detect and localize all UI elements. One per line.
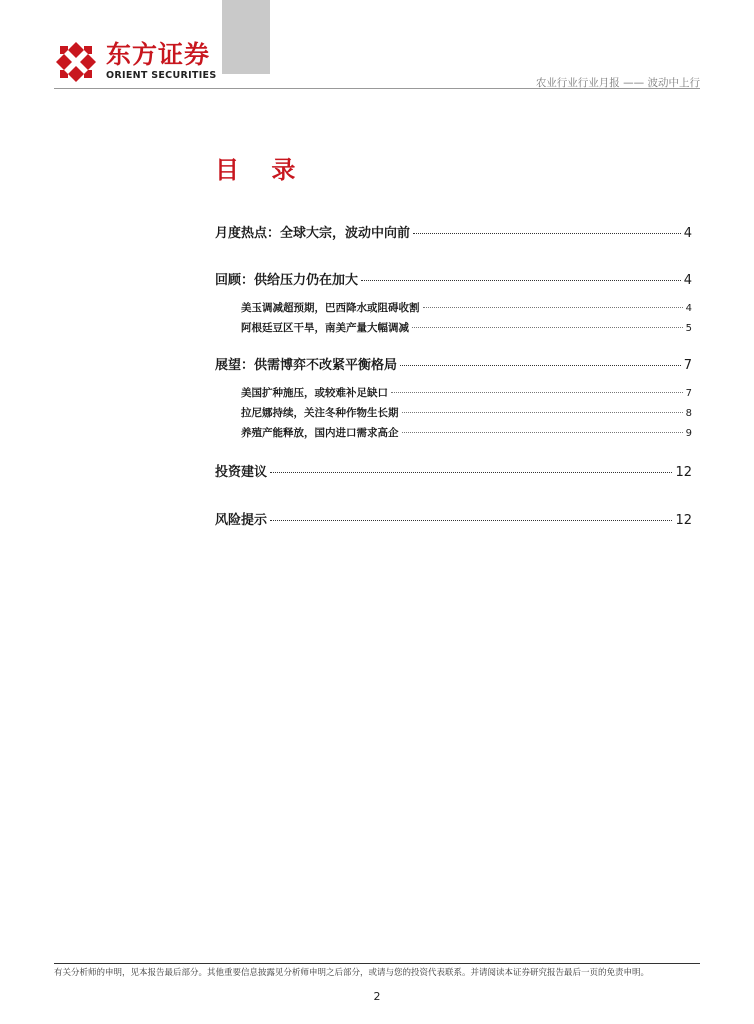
toc-subentry[interactable] [0, 300, 754, 315]
toc-entry-label: 拉尼娜持续，关注冬种作物生长期 [241, 407, 399, 419]
toc-title: 目 录 [215, 156, 308, 184]
toc-entry[interactable] [0, 269, 754, 288]
toc-entry-page: 4 [683, 273, 692, 288]
toc-leader-dots [270, 472, 672, 473]
toc-entry-page: 7 [683, 358, 692, 373]
toc-subentry[interactable] [0, 320, 754, 335]
toc-entry-label: 阿根廷豆区干旱，南美产量大幅调减 [241, 322, 409, 334]
toc-entry-label: 美国扩种施压，或较难补足缺口 [241, 387, 388, 399]
report-type: 农业行业行业月报 [535, 77, 620, 89]
toc-entry-label: 美玉调减超预期，巴西降水或阻碍收割 [241, 302, 420, 314]
toc-entry-page: 4 [685, 303, 692, 314]
toc-entry-label: 月度热点：全球大宗，波动中向前 [215, 226, 411, 241]
toc-entry-label: 展望：供需博弈不改紧平衡格局 [215, 358, 398, 373]
logo-english-name: ORIENT SECURITIES [106, 70, 217, 81]
company-logo [54, 40, 224, 86]
header-separator: —— [623, 77, 645, 89]
toc-leader-dots [400, 365, 681, 366]
toc-leader-dots [413, 233, 681, 234]
header-rule [54, 88, 700, 89]
footer-rule [54, 963, 700, 964]
toc-entry-label: 养殖产能释放，国内进口需求高企 [241, 427, 399, 439]
toc-entry-page: 9 [685, 428, 692, 439]
toc-entry-label: 风险提示 [215, 513, 268, 528]
toc-leader-dots [412, 327, 683, 328]
toc-entry-page: 5 [685, 323, 692, 334]
page-number: 2 [373, 990, 381, 1003]
toc-entry-page: 12 [675, 513, 692, 528]
toc-entry-page: 12 [675, 465, 692, 480]
toc-entry-page: 8 [685, 408, 692, 419]
toc-subentry[interactable] [0, 385, 754, 400]
toc-leader-dots [402, 412, 683, 413]
orient-securities-logo-icon [54, 40, 98, 84]
toc-leader-dots [270, 520, 672, 521]
toc-entry[interactable] [0, 509, 754, 528]
logo-chinese-name: 东方证券 [106, 40, 211, 69]
toc-leader-dots [361, 280, 681, 281]
toc-entry[interactable] [0, 222, 754, 241]
toc-entry-label: 投资建议 [215, 465, 268, 480]
header-gray-block [222, 0, 270, 74]
toc-subentry[interactable] [0, 425, 754, 440]
toc-entry-label: 回顾：供给压力仍在加大 [215, 273, 359, 288]
toc-entry[interactable] [0, 461, 754, 480]
toc-leader-dots [423, 307, 683, 308]
toc-leader-dots [391, 392, 683, 393]
toc-subentry[interactable] [0, 405, 754, 420]
footer-disclaimer: 有关分析师的申明，见本报告最后部分。其他重要信息披露见分析师申明之后部分，或请与您的投资代表联系。并请阅读本证券研究报告最后一页的免责申明。 [54, 968, 650, 978]
toc-leader-dots [402, 432, 683, 433]
toc-entry-page: 7 [685, 388, 692, 399]
toc-entry-page: 4 [683, 226, 692, 241]
toc-entry[interactable] [0, 354, 754, 373]
report-title: 波动中上行 [647, 77, 700, 89]
